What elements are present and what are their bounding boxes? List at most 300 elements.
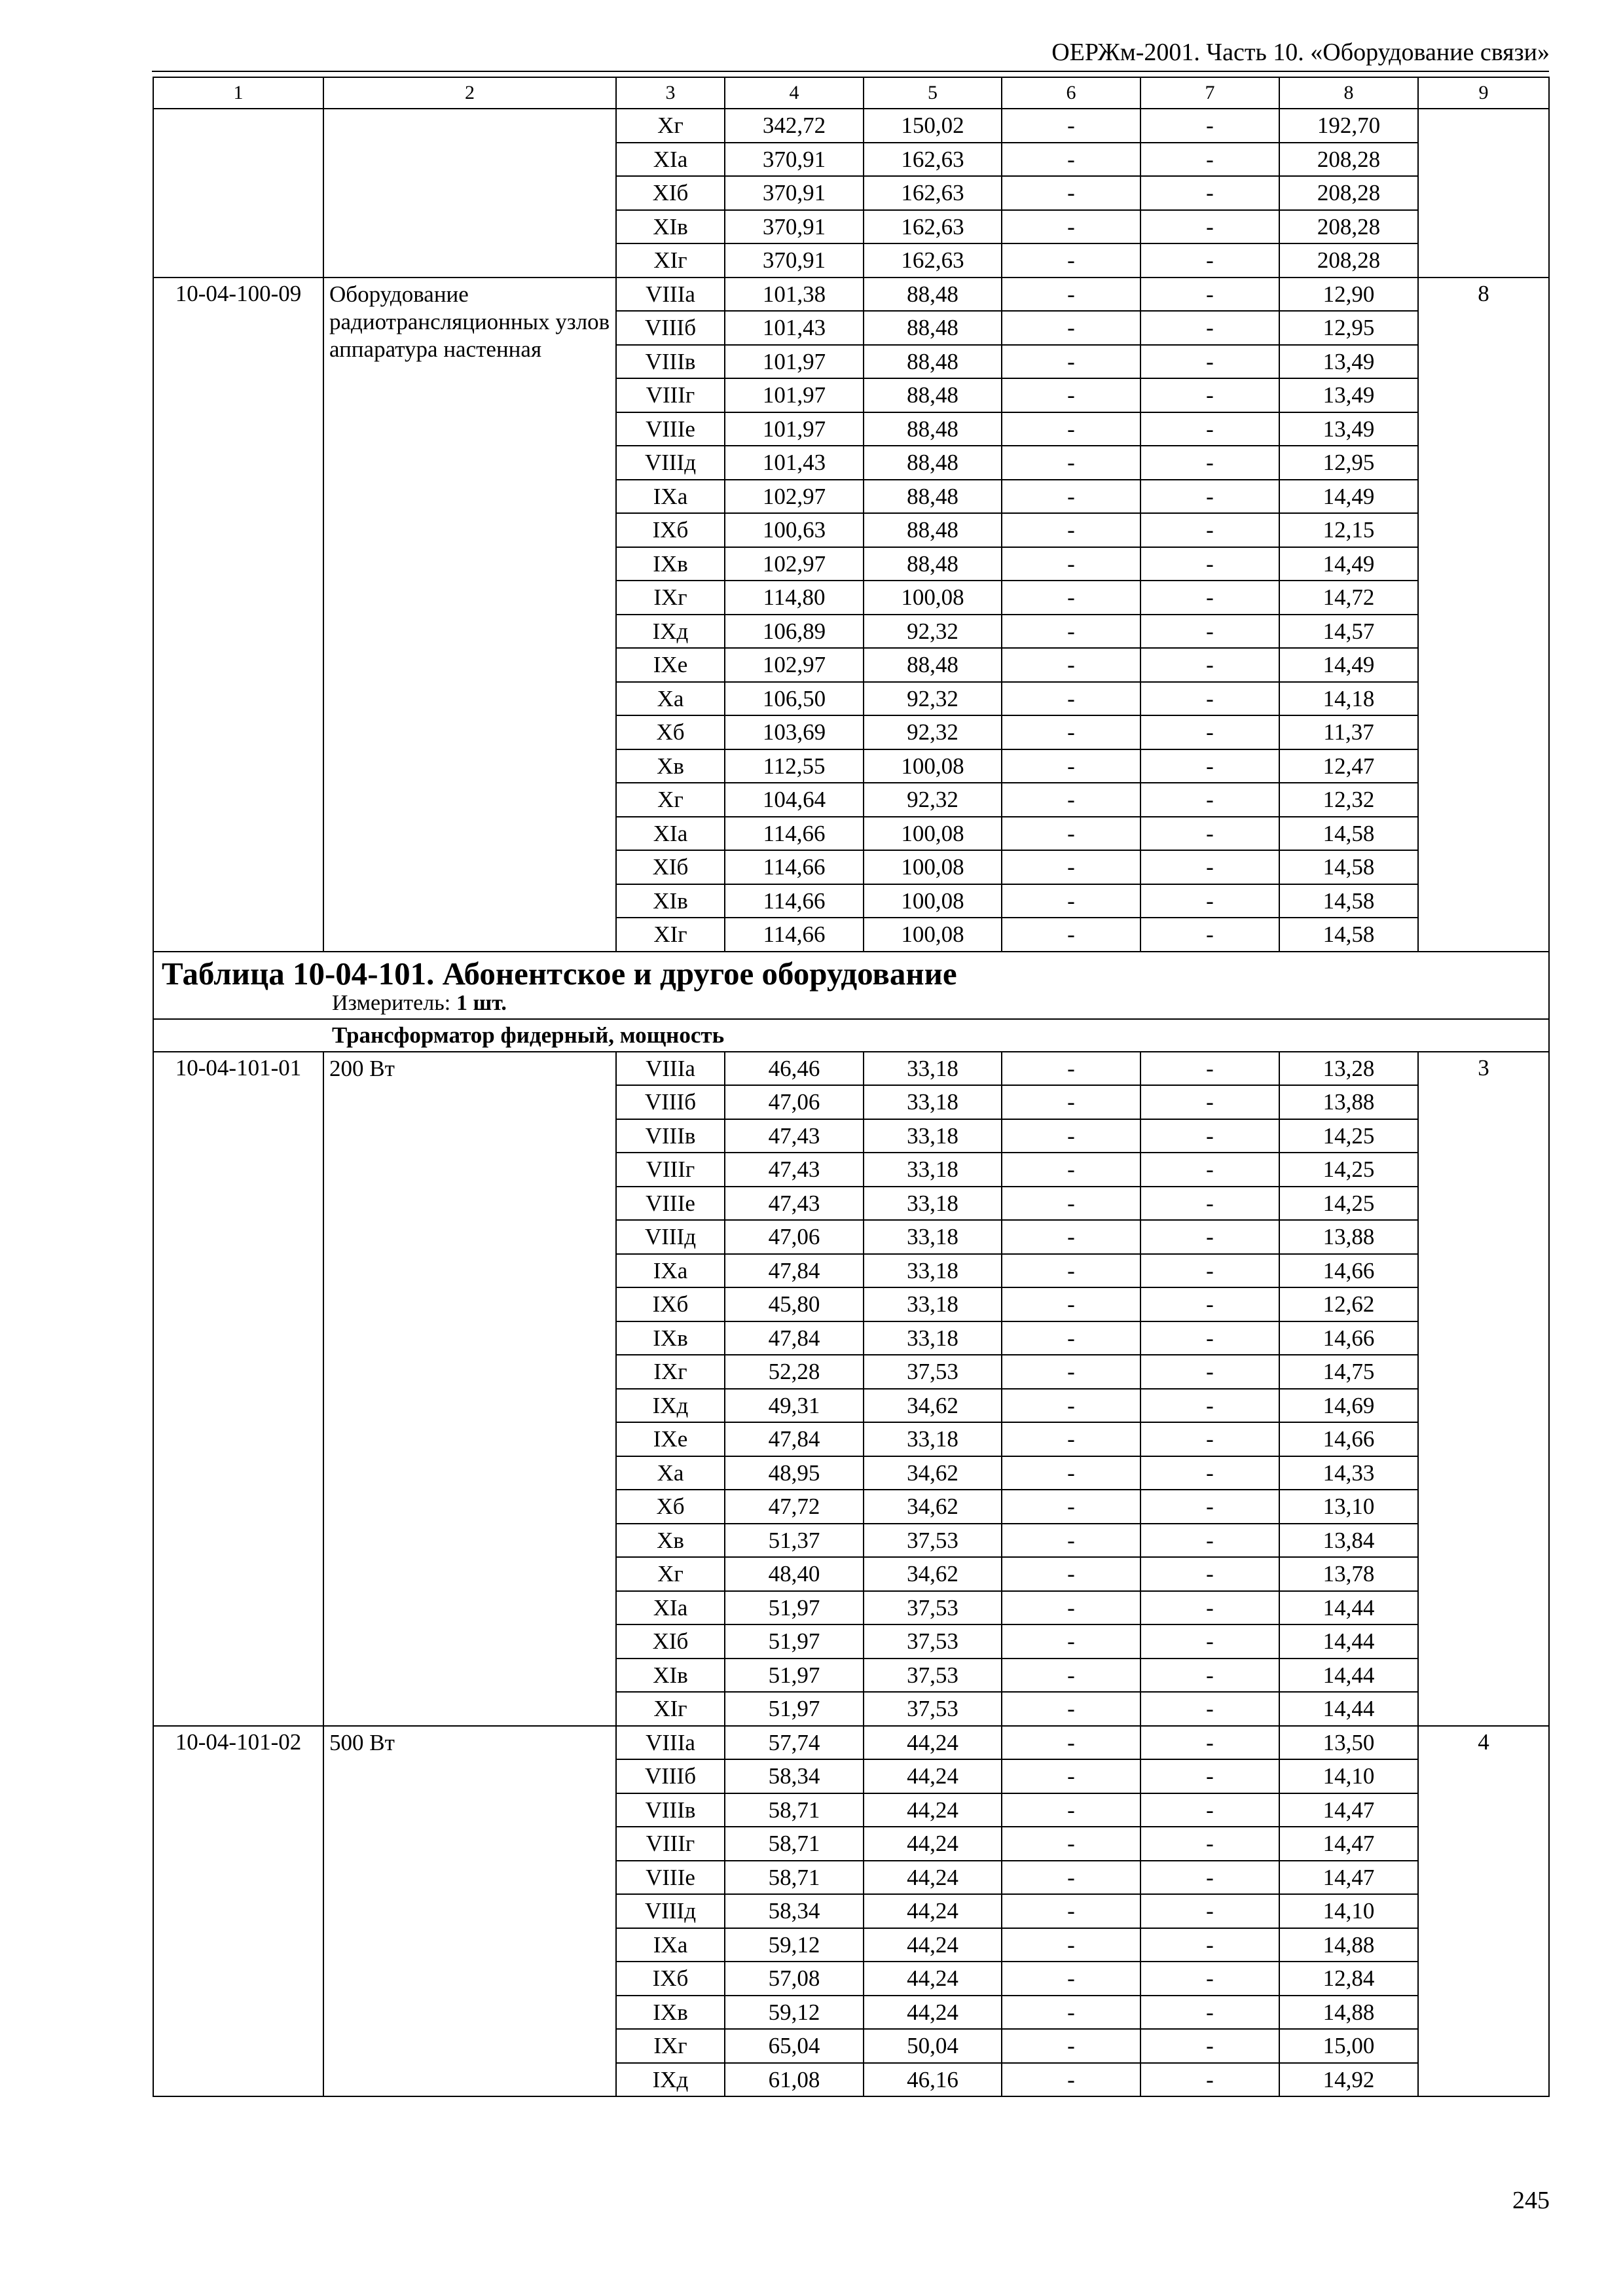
value-cell: 162,63 bbox=[864, 243, 1002, 278]
value-cell: 45,80 bbox=[725, 1287, 864, 1321]
value-cell: 14,58 bbox=[1279, 850, 1418, 884]
value-cell: IXв bbox=[616, 1321, 725, 1355]
value-cell: 14,88 bbox=[1279, 1996, 1418, 2030]
value-cell: VIIIв bbox=[616, 1793, 725, 1827]
value-cell: 88,48 bbox=[864, 480, 1002, 514]
value-cell: 59,12 bbox=[725, 1928, 864, 1962]
value-cell: IXг bbox=[616, 2029, 725, 2063]
value-cell: 101,43 bbox=[725, 311, 864, 345]
value-cell: 13,88 bbox=[1279, 1085, 1418, 1119]
value-cell: VIIIб bbox=[616, 1085, 725, 1119]
value-cell: VIIIб bbox=[616, 311, 725, 345]
value-cell: 14,10 bbox=[1279, 1759, 1418, 1793]
value-cell: - bbox=[1002, 1389, 1140, 1423]
value-cell: VIIIг bbox=[616, 1153, 725, 1187]
value-cell: 33,18 bbox=[864, 1422, 1002, 1456]
value-cell: - bbox=[1002, 2029, 1140, 2063]
value-cell: XIг bbox=[616, 243, 725, 278]
value-cell: 14,25 bbox=[1279, 1187, 1418, 1221]
value-cell: 114,66 bbox=[725, 884, 864, 918]
value-cell: - bbox=[1140, 1692, 1279, 1726]
unit-value: 1 шт. bbox=[456, 990, 507, 1015]
value-cell: XIб bbox=[616, 176, 725, 210]
value-cell: XIб bbox=[616, 1624, 725, 1659]
value-cell: 101,38 bbox=[725, 278, 864, 312]
value-cell: XIа bbox=[616, 1591, 725, 1625]
value-cell: Xг bbox=[616, 1557, 725, 1591]
value-cell: 14,49 bbox=[1279, 480, 1418, 514]
code-cell: 10-04-100-09 bbox=[153, 278, 323, 952]
value-cell: - bbox=[1140, 176, 1279, 210]
value-cell: 33,18 bbox=[864, 1153, 1002, 1187]
value-cell: - bbox=[1002, 1726, 1140, 1760]
value-cell: - bbox=[1140, 109, 1279, 143]
value-cell: - bbox=[1140, 1321, 1279, 1355]
code-cell bbox=[153, 109, 323, 278]
value-cell: - bbox=[1002, 1355, 1140, 1389]
value-cell: - bbox=[1002, 1861, 1140, 1895]
value-cell: 12,15 bbox=[1279, 513, 1418, 547]
value-cell: 57,74 bbox=[725, 1726, 864, 1760]
value-cell: 14,49 bbox=[1279, 547, 1418, 581]
value-cell: 44,24 bbox=[864, 1793, 1002, 1827]
value-cell: - bbox=[1140, 615, 1279, 649]
table-title: Таблица 10-04-101. Абонентское и другое оборудование bbox=[162, 955, 957, 992]
value-cell: IXе bbox=[616, 1422, 725, 1456]
value-cell: 47,43 bbox=[725, 1153, 864, 1187]
value-cell: 14,47 bbox=[1279, 1793, 1418, 1827]
value-cell: 102,97 bbox=[725, 547, 864, 581]
value-cell: 14,75 bbox=[1279, 1355, 1418, 1389]
value-cell: 14,33 bbox=[1279, 1456, 1418, 1490]
value-cell: - bbox=[1140, 446, 1279, 480]
table-body bbox=[153, 77, 1549, 2096]
value-cell: 88,48 bbox=[864, 513, 1002, 547]
value-cell: IXа bbox=[616, 1254, 725, 1288]
value-cell: 14,58 bbox=[1279, 817, 1418, 851]
value-cell: 88,48 bbox=[864, 345, 1002, 379]
value-cell: 100,08 bbox=[864, 817, 1002, 851]
value-cell: - bbox=[1140, 513, 1279, 547]
value-cell: 44,24 bbox=[864, 1861, 1002, 1895]
value-cell: - bbox=[1002, 615, 1140, 649]
value-cell: 52,28 bbox=[725, 1355, 864, 1389]
value-cell: IXв bbox=[616, 547, 725, 581]
value-cell: Xв bbox=[616, 749, 725, 783]
subheading-row bbox=[153, 1019, 1549, 1052]
value-cell: - bbox=[1140, 547, 1279, 581]
value-cell: - bbox=[1002, 345, 1140, 379]
value-cell: - bbox=[1140, 278, 1279, 312]
value-cell: IXа bbox=[616, 1928, 725, 1962]
value-cell: 33,18 bbox=[864, 1220, 1002, 1254]
value-cell: 14,25 bbox=[1279, 1153, 1418, 1187]
value-cell: 14,88 bbox=[1279, 1928, 1418, 1962]
value-cell: 49,31 bbox=[725, 1389, 864, 1423]
value-cell: 51,97 bbox=[725, 1692, 864, 1726]
value-cell: 12,95 bbox=[1279, 446, 1418, 480]
value-cell: - bbox=[1002, 1052, 1140, 1086]
value-cell: 34,62 bbox=[864, 1490, 1002, 1524]
col9-cell bbox=[1418, 109, 1549, 278]
value-cell: - bbox=[1002, 749, 1140, 783]
value-cell: 100,08 bbox=[864, 918, 1002, 952]
value-cell: - bbox=[1140, 1759, 1279, 1793]
column-number: 6 bbox=[1002, 77, 1140, 109]
value-cell: 33,18 bbox=[864, 1254, 1002, 1288]
value-cell: 12,32 bbox=[1279, 783, 1418, 817]
table-row bbox=[153, 1052, 1549, 1086]
col9-cell: 3 bbox=[1418, 1052, 1549, 1726]
value-cell: - bbox=[1002, 1187, 1140, 1221]
value-cell: Xа bbox=[616, 682, 725, 716]
value-cell: VIIIд bbox=[616, 1220, 725, 1254]
value-cell: 14,66 bbox=[1279, 1422, 1418, 1456]
value-cell: - bbox=[1140, 1490, 1279, 1524]
value-cell: 65,04 bbox=[725, 2029, 864, 2063]
value-cell: 12,95 bbox=[1279, 311, 1418, 345]
value-cell: - bbox=[1140, 345, 1279, 379]
value-cell: - bbox=[1140, 1153, 1279, 1187]
value-cell: Xг bbox=[616, 783, 725, 817]
code-cell: 10-04-101-02 bbox=[153, 1726, 323, 2097]
value-cell: 92,32 bbox=[864, 682, 1002, 716]
value-cell: - bbox=[1002, 648, 1140, 682]
table-title-cell bbox=[153, 952, 1549, 1019]
value-cell: XIв bbox=[616, 884, 725, 918]
value-cell: 106,50 bbox=[725, 682, 864, 716]
column-number: 8 bbox=[1279, 77, 1418, 109]
value-cell: - bbox=[1002, 817, 1140, 851]
value-cell: 13,49 bbox=[1279, 345, 1418, 379]
value-cell: 370,91 bbox=[725, 243, 864, 278]
value-cell: VIIIг bbox=[616, 1827, 725, 1861]
value-cell: - bbox=[1002, 547, 1140, 581]
value-cell: 37,53 bbox=[864, 1659, 1002, 1693]
value-cell: IXб bbox=[616, 1287, 725, 1321]
value-cell: XIа bbox=[616, 143, 725, 177]
value-cell: - bbox=[1140, 884, 1279, 918]
value-cell: - bbox=[1140, 1591, 1279, 1625]
value-cell: 208,28 bbox=[1279, 176, 1418, 210]
value-cell: VIIIб bbox=[616, 1759, 725, 1793]
value-cell: 14,44 bbox=[1279, 1659, 1418, 1693]
value-cell: 104,64 bbox=[725, 783, 864, 817]
value-cell: 44,24 bbox=[864, 1894, 1002, 1928]
value-cell: 44,24 bbox=[864, 1962, 1002, 1996]
value-cell: VIIIа bbox=[616, 1726, 725, 1760]
name-cell bbox=[323, 109, 616, 278]
value-cell: 51,97 bbox=[725, 1591, 864, 1625]
value-cell: - bbox=[1002, 1624, 1140, 1659]
value-cell: 14,47 bbox=[1279, 1827, 1418, 1861]
value-cell: 13,28 bbox=[1279, 1052, 1418, 1086]
value-cell: - bbox=[1140, 1928, 1279, 1962]
value-cell: - bbox=[1140, 1355, 1279, 1389]
value-cell: 33,18 bbox=[864, 1287, 1002, 1321]
value-cell: 58,71 bbox=[725, 1793, 864, 1827]
value-cell: 33,18 bbox=[864, 1119, 1002, 1153]
value-cell: 44,24 bbox=[864, 1726, 1002, 1760]
rates-table bbox=[153, 77, 1550, 2097]
value-cell: 92,32 bbox=[864, 615, 1002, 649]
value-cell: - bbox=[1140, 715, 1279, 749]
value-cell: VIIIа bbox=[616, 278, 725, 312]
value-cell: 44,24 bbox=[864, 1759, 1002, 1793]
table-title-row bbox=[153, 952, 1549, 1019]
value-cell: - bbox=[1002, 1085, 1140, 1119]
value-cell: - bbox=[1002, 446, 1140, 480]
value-cell: 150,02 bbox=[864, 109, 1002, 143]
value-cell: 101,97 bbox=[725, 412, 864, 446]
table-row bbox=[153, 109, 1549, 143]
value-cell: - bbox=[1140, 1793, 1279, 1827]
value-cell: 37,53 bbox=[864, 1355, 1002, 1389]
value-cell: 88,48 bbox=[864, 648, 1002, 682]
value-cell: Xв bbox=[616, 1524, 725, 1558]
column-number: 7 bbox=[1140, 77, 1279, 109]
value-cell: 47,06 bbox=[725, 1085, 864, 1119]
value-cell: 51,97 bbox=[725, 1659, 864, 1693]
value-cell: VIIIв bbox=[616, 1119, 725, 1153]
value-cell: IXд bbox=[616, 2063, 725, 2097]
value-cell: 12,47 bbox=[1279, 749, 1418, 783]
value-cell: - bbox=[1002, 311, 1140, 345]
value-cell: 46,46 bbox=[725, 1052, 864, 1086]
value-cell: - bbox=[1002, 1692, 1140, 1726]
value-cell: - bbox=[1140, 1220, 1279, 1254]
value-cell: 114,66 bbox=[725, 918, 864, 952]
value-cell: - bbox=[1002, 1153, 1140, 1187]
value-cell: XIб bbox=[616, 850, 725, 884]
value-cell: 14,44 bbox=[1279, 1692, 1418, 1726]
value-cell: - bbox=[1002, 1659, 1140, 1693]
value-cell: - bbox=[1140, 480, 1279, 514]
value-cell: 14,47 bbox=[1279, 1861, 1418, 1895]
value-cell: XIа bbox=[616, 817, 725, 851]
value-cell: 34,62 bbox=[864, 1557, 1002, 1591]
value-cell: - bbox=[1140, 682, 1279, 716]
value-cell: 101,97 bbox=[725, 345, 864, 379]
value-cell: 13,88 bbox=[1279, 1220, 1418, 1254]
value-cell: - bbox=[1002, 412, 1140, 446]
table-row bbox=[153, 1726, 1549, 1760]
value-cell: 44,24 bbox=[864, 1996, 1002, 2030]
value-cell: - bbox=[1140, 1254, 1279, 1288]
value-cell: - bbox=[1002, 109, 1140, 143]
value-cell: 112,55 bbox=[725, 749, 864, 783]
value-cell: - bbox=[1140, 1962, 1279, 1996]
value-cell: 103,69 bbox=[725, 715, 864, 749]
unit-label: Измеритель: bbox=[332, 990, 451, 1015]
value-cell: - bbox=[1002, 1793, 1140, 1827]
running-header: ОЕРЖм-2001. Часть 10. «Оборудование связи» bbox=[1051, 39, 1550, 66]
value-cell: - bbox=[1002, 918, 1140, 952]
value-cell: 14,66 bbox=[1279, 1321, 1418, 1355]
value-cell: - bbox=[1002, 143, 1140, 177]
value-cell: 208,28 bbox=[1279, 243, 1418, 278]
value-cell: IXв bbox=[616, 1996, 725, 2030]
value-cell: - bbox=[1002, 1962, 1140, 1996]
value-cell: 37,53 bbox=[864, 1692, 1002, 1726]
value-cell: - bbox=[1002, 1287, 1140, 1321]
value-cell: - bbox=[1140, 1659, 1279, 1693]
value-cell: 33,18 bbox=[864, 1187, 1002, 1221]
value-cell: - bbox=[1140, 1187, 1279, 1221]
value-cell: - bbox=[1140, 2063, 1279, 2097]
value-cell: - bbox=[1140, 1827, 1279, 1861]
value-cell: IXд bbox=[616, 1389, 725, 1423]
value-cell: - bbox=[1002, 1321, 1140, 1355]
page-number: 245 bbox=[1512, 2187, 1550, 2214]
column-numbers-row bbox=[153, 77, 1549, 109]
value-cell: - bbox=[1002, 581, 1140, 615]
value-cell: 47,84 bbox=[725, 1422, 864, 1456]
value-cell: 47,84 bbox=[725, 1321, 864, 1355]
value-cell: - bbox=[1002, 1220, 1140, 1254]
value-cell: 102,97 bbox=[725, 648, 864, 682]
value-cell: 47,43 bbox=[725, 1119, 864, 1153]
value-cell: 15,00 bbox=[1279, 2029, 1418, 2063]
value-cell: - bbox=[1002, 1827, 1140, 1861]
value-cell: - bbox=[1140, 1422, 1279, 1456]
value-cell: 162,63 bbox=[864, 210, 1002, 244]
value-cell: 11,37 bbox=[1279, 715, 1418, 749]
value-cell: IXд bbox=[616, 615, 725, 649]
value-cell: - bbox=[1140, 311, 1279, 345]
value-cell: 13,49 bbox=[1279, 412, 1418, 446]
code-cell: 10-04-101-01 bbox=[153, 1052, 323, 1726]
value-cell: Xа bbox=[616, 1456, 725, 1490]
value-cell: IXг bbox=[616, 581, 725, 615]
value-cell: 101,97 bbox=[725, 378, 864, 412]
value-cell: XIв bbox=[616, 1659, 725, 1693]
column-number: 5 bbox=[864, 77, 1002, 109]
value-cell: 47,06 bbox=[725, 1220, 864, 1254]
value-cell: - bbox=[1140, 1119, 1279, 1153]
column-number: 4 bbox=[725, 77, 864, 109]
value-cell: VIIIг bbox=[616, 378, 725, 412]
value-cell: 34,62 bbox=[864, 1389, 1002, 1423]
value-cell: IXб bbox=[616, 513, 725, 547]
value-cell: - bbox=[1140, 1624, 1279, 1659]
value-cell: - bbox=[1002, 1996, 1140, 2030]
value-cell: - bbox=[1002, 1490, 1140, 1524]
value-cell: 50,04 bbox=[864, 2029, 1002, 2063]
value-cell: VIIIе bbox=[616, 1187, 725, 1221]
unit-line bbox=[162, 992, 1541, 1014]
value-cell: - bbox=[1140, 749, 1279, 783]
column-number: 1 bbox=[153, 77, 323, 109]
value-cell: - bbox=[1002, 176, 1140, 210]
value-cell: 59,12 bbox=[725, 1996, 864, 2030]
value-cell: IXг bbox=[616, 1355, 725, 1389]
value-cell: - bbox=[1002, 210, 1140, 244]
value-cell: - bbox=[1140, 918, 1279, 952]
col9-cell: 4 bbox=[1418, 1726, 1549, 2097]
value-cell: 48,40 bbox=[725, 1557, 864, 1591]
value-cell: - bbox=[1002, 1524, 1140, 1558]
value-cell: - bbox=[1002, 884, 1140, 918]
value-cell: 13,49 bbox=[1279, 378, 1418, 412]
value-cell: 114,80 bbox=[725, 581, 864, 615]
value-cell: 370,91 bbox=[725, 143, 864, 177]
value-cell: - bbox=[1140, 210, 1279, 244]
value-cell: - bbox=[1002, 1557, 1140, 1591]
value-cell: - bbox=[1002, 783, 1140, 817]
value-cell: 14,25 bbox=[1279, 1119, 1418, 1153]
value-cell: 37,53 bbox=[864, 1591, 1002, 1625]
value-cell: 162,63 bbox=[864, 143, 1002, 177]
value-cell: 14,58 bbox=[1279, 918, 1418, 952]
value-cell: 51,37 bbox=[725, 1524, 864, 1558]
value-cell: 13,10 bbox=[1279, 1490, 1418, 1524]
value-cell: - bbox=[1140, 1085, 1279, 1119]
value-cell: - bbox=[1002, 1894, 1140, 1928]
value-cell: 33,18 bbox=[864, 1321, 1002, 1355]
value-cell: - bbox=[1002, 2063, 1140, 2097]
value-cell: XIг bbox=[616, 918, 725, 952]
value-cell: 14,10 bbox=[1279, 1894, 1418, 1928]
value-cell: - bbox=[1002, 513, 1140, 547]
value-cell: - bbox=[1002, 1759, 1140, 1793]
value-cell: IXб bbox=[616, 1962, 725, 1996]
value-cell: 37,53 bbox=[864, 1524, 1002, 1558]
value-cell: 34,62 bbox=[864, 1456, 1002, 1490]
value-cell: 33,18 bbox=[864, 1052, 1002, 1086]
value-cell: - bbox=[1002, 378, 1140, 412]
value-cell: 192,70 bbox=[1279, 109, 1418, 143]
value-cell: 47,72 bbox=[725, 1490, 864, 1524]
value-cell: 88,48 bbox=[864, 412, 1002, 446]
value-cell: 58,34 bbox=[725, 1759, 864, 1793]
value-cell: - bbox=[1002, 1119, 1140, 1153]
value-cell: - bbox=[1140, 1389, 1279, 1423]
value-cell: Xб bbox=[616, 715, 725, 749]
value-cell: - bbox=[1140, 243, 1279, 278]
col9-cell: 8 bbox=[1418, 278, 1549, 952]
value-cell: 14,92 bbox=[1279, 2063, 1418, 2097]
value-cell: - bbox=[1140, 1726, 1279, 1760]
value-cell: - bbox=[1140, 1996, 1279, 2030]
value-cell: - bbox=[1002, 1422, 1140, 1456]
value-cell: - bbox=[1140, 1861, 1279, 1895]
value-cell: 12,90 bbox=[1279, 278, 1418, 312]
value-cell: - bbox=[1002, 480, 1140, 514]
value-cell: - bbox=[1140, 850, 1279, 884]
value-cell: - bbox=[1140, 783, 1279, 817]
value-cell: - bbox=[1140, 648, 1279, 682]
value-cell: 88,48 bbox=[864, 547, 1002, 581]
value-cell: VIIIе bbox=[616, 1861, 725, 1895]
value-cell: 37,53 bbox=[864, 1624, 1002, 1659]
value-cell: 14,66 bbox=[1279, 1254, 1418, 1288]
value-cell: - bbox=[1002, 243, 1140, 278]
value-cell: XIг bbox=[616, 1692, 725, 1726]
value-cell: 88,48 bbox=[864, 311, 1002, 345]
value-cell: 92,32 bbox=[864, 783, 1002, 817]
value-cell: 101,43 bbox=[725, 446, 864, 480]
value-cell: - bbox=[1002, 1928, 1140, 1962]
value-cell: 88,48 bbox=[864, 446, 1002, 480]
value-cell: IXа bbox=[616, 480, 725, 514]
value-cell: 14,57 bbox=[1279, 615, 1418, 649]
value-cell: 58,71 bbox=[725, 1827, 864, 1861]
value-cell: IXе bbox=[616, 648, 725, 682]
value-cell: 47,43 bbox=[725, 1187, 864, 1221]
value-cell: 33,18 bbox=[864, 1085, 1002, 1119]
value-cell: 100,08 bbox=[864, 884, 1002, 918]
